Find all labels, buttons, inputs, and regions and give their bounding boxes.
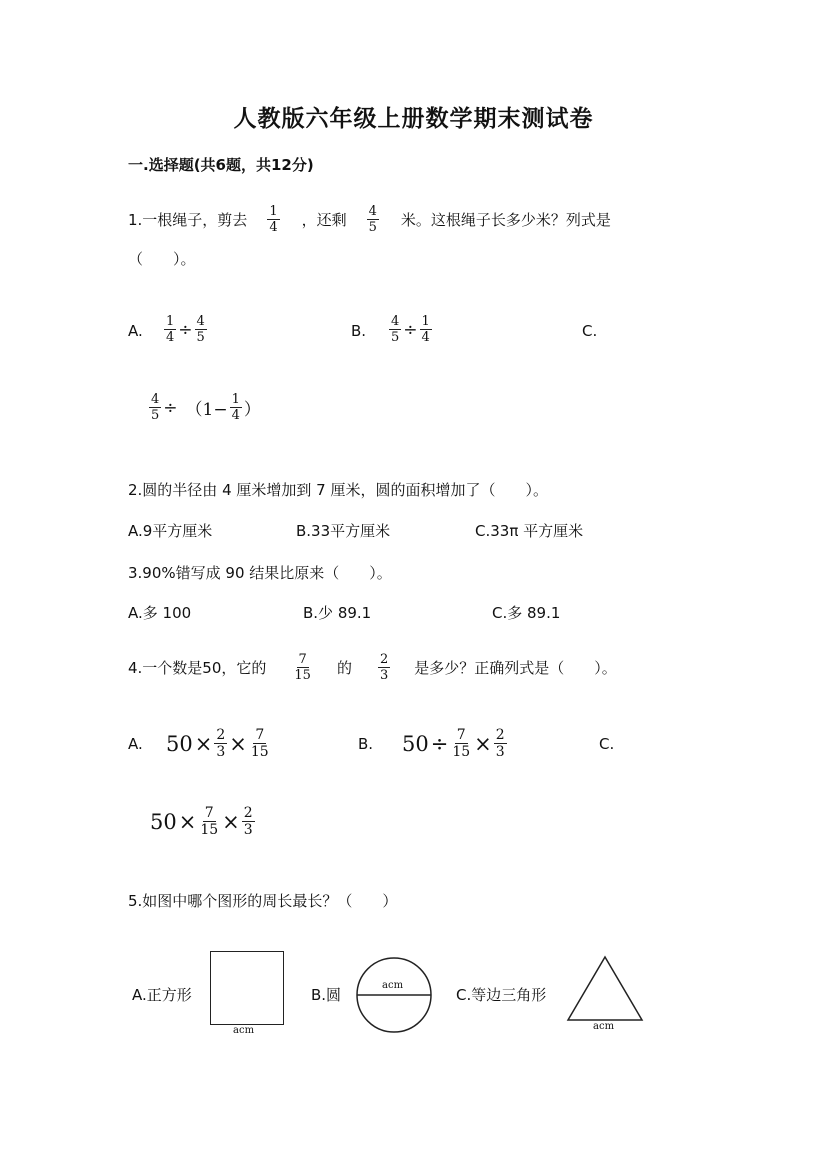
q4-option-b-expression[interactable]: [402, 728, 507, 759]
q1-option-c-expression[interactable]: [149, 393, 261, 422]
q1-text-3: 米。这根绳子长多少米？列式是: [400, 211, 611, 229]
triangle-shape: [568, 957, 642, 1020]
q1-option-b-label[interactable]: B.: [351, 322, 367, 340]
triangle-figure: [566, 955, 644, 1023]
question-2: 2.圆的半径由 4 厘米增加到 7 厘米，圆的面积增加了（ ）。: [128, 481, 548, 499]
q4-option-b-label[interactable]: B.: [358, 735, 374, 753]
q4-f1-numerator: 7: [298, 652, 307, 667]
square-figure: [210, 951, 284, 1025]
q1-a-num2: 4: [196, 314, 205, 329]
q4-a-num1: 2: [216, 727, 226, 743]
q1-b-num2: 1: [421, 314, 430, 329]
circle-figure: [355, 956, 433, 1034]
question-1: [128, 205, 611, 234]
q2-option-c[interactable]: C.33π 平方厘米: [475, 522, 584, 540]
q4-fraction-1: [292, 653, 313, 682]
q2-option-a[interactable]: A.9平方厘米: [128, 522, 213, 540]
q3-option-c[interactable]: C.多 89.1: [492, 604, 561, 622]
q4-a-base: 50: [166, 731, 193, 756]
q1-c-open-paren: （1−: [185, 400, 228, 420]
q3-option-b[interactable]: B.少 89.1: [303, 604, 372, 622]
q1-fraction-2: [367, 205, 379, 234]
q3-option-a[interactable]: A.多 100: [128, 604, 192, 622]
q4-b-op2: ×: [474, 731, 492, 756]
q4-c-op2: ×: [222, 809, 240, 834]
q4-option-c-expression[interactable]: [150, 806, 255, 837]
q1-f1-numerator: 1: [269, 204, 278, 219]
q1-a-den2: 5: [196, 330, 205, 345]
q4-c-num2: 2: [243, 805, 253, 821]
question-4: [128, 653, 617, 682]
section-heading: 一.选择题(共6题，共12分): [128, 156, 314, 174]
q1-b-den2: 4: [421, 330, 430, 345]
q4-fraction-2: [378, 653, 390, 682]
q4-c-base: 50: [150, 809, 177, 834]
q1-c-num1: 4: [151, 392, 160, 407]
q1-c-close-paren: ）: [243, 400, 261, 420]
q4-b-op1: ÷: [430, 731, 449, 756]
q4-b-den1: 15: [452, 744, 471, 760]
q4-a-den2: 15: [250, 744, 269, 760]
q2-option-b[interactable]: B.33平方厘米: [296, 522, 391, 540]
q4-f2-denominator: 3: [379, 668, 389, 683]
q1-a-den1: 4: [166, 330, 175, 345]
q1-text-2: ，还剩: [301, 211, 347, 229]
question-5: 5.如图中哪个图形的周长最长？（ ）: [128, 892, 398, 910]
q4-f2-numerator: 2: [379, 652, 389, 667]
q1-b-operator: ÷: [403, 319, 418, 340]
q1-b-num1: 4: [391, 314, 400, 329]
q1-option-a-label[interactable]: A.: [128, 322, 143, 340]
q1-a-operator: ÷: [178, 319, 193, 340]
q4-c-num1: 7: [204, 805, 214, 821]
q4-text-2: 的: [336, 659, 352, 677]
q4-option-a-label[interactable]: A.: [128, 735, 143, 753]
q5-option-c[interactable]: C.等边三角形: [456, 986, 547, 1004]
page-title: 人教版六年级上册数学期末测试卷: [233, 105, 594, 132]
q4-a-op1: ×: [194, 731, 213, 756]
q4-f1-denominator: 15: [294, 668, 311, 683]
q1-f1-denominator: 4: [269, 220, 278, 235]
q4-b-base: 50: [402, 731, 429, 756]
q4-b-den2: 3: [495, 744, 505, 760]
q4-text-3: 是多少？正确列式是（ ）。: [414, 659, 617, 677]
q4-b-num1: 7: [456, 727, 466, 743]
q5-option-b[interactable]: B.圆: [311, 986, 342, 1004]
q1-c-operator: ÷: [163, 397, 178, 418]
q1-answer-blank: （ ）。: [128, 250, 196, 268]
q4-text-1: 4.一个数是50，它的: [128, 659, 267, 677]
q1-c-den1: 5: [151, 408, 160, 423]
q1-f2-denominator: 5: [368, 220, 377, 235]
q1-option-b-expression[interactable]: [389, 315, 432, 344]
q1-option-a-expression[interactable]: [164, 315, 207, 344]
q1-text-1: 1.一根绳子，剪去: [128, 211, 248, 229]
q1-f2-numerator: 4: [368, 204, 377, 219]
q4-a-op2: ×: [229, 731, 247, 756]
q4-option-a-expression[interactable]: [166, 728, 271, 759]
circle-diameter-label: acm: [382, 980, 404, 991]
q1-a-num1: 1: [166, 314, 175, 329]
q4-c-op1: ×: [178, 809, 197, 834]
q4-a-num2: 7: [255, 727, 265, 743]
question-3: 3.90%错写成 90 结果比原来（ ）。: [128, 564, 392, 582]
q4-b-num2: 2: [495, 727, 505, 743]
q5-option-a[interactable]: A.正方形: [132, 986, 192, 1004]
q4-a-den1: 3: [216, 744, 226, 760]
triangle-side-label: acm: [593, 1021, 615, 1032]
q1-option-c-label[interactable]: C.: [582, 322, 598, 340]
q1-c-den2: 4: [231, 408, 240, 423]
q1-fraction-1: [267, 205, 279, 234]
q1-b-den1: 5: [391, 330, 400, 345]
q1-c-num2: 1: [231, 392, 240, 407]
q4-option-c-label[interactable]: C.: [599, 735, 615, 753]
q4-c-den1: 15: [200, 822, 219, 838]
q4-c-den2: 3: [243, 822, 253, 838]
square-side-label: acm: [233, 1025, 255, 1036]
